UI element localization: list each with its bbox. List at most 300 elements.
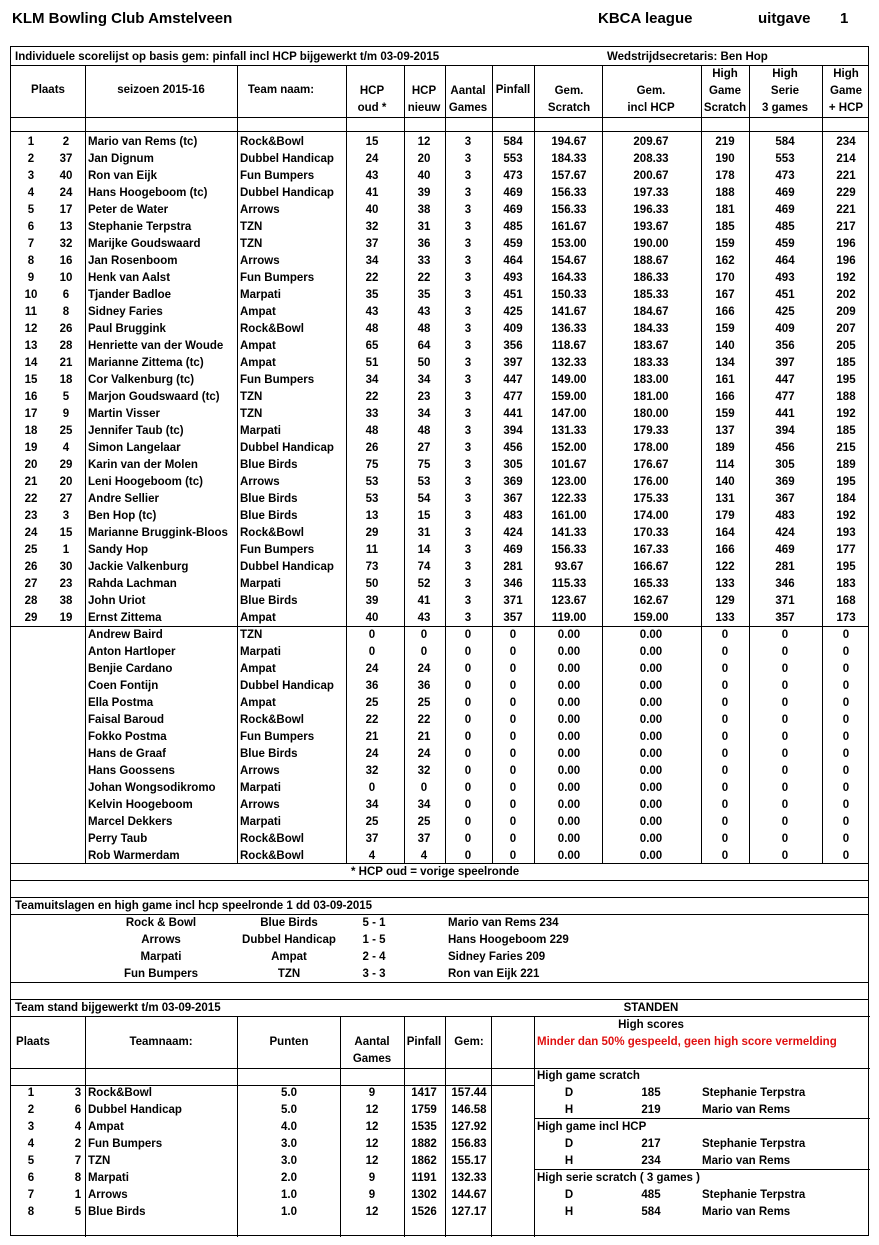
games: 12 (365, 1104, 379, 1116)
column-header: incl HCP (627, 102, 675, 114)
stat-value: 456 (775, 442, 795, 454)
stat-value: 189 (836, 459, 856, 471)
points: 1.0 (281, 1189, 297, 1201)
stat-value: 424 (775, 527, 795, 539)
stat-value: 0 (721, 714, 729, 726)
stat-value: 179 (715, 510, 735, 522)
stat-value: 36 (417, 238, 431, 250)
stat-value: 184.67 (633, 306, 669, 318)
stat-value: 0 (721, 816, 729, 828)
stat-value: 469 (775, 544, 795, 556)
rank: 22 (24, 493, 38, 505)
stat-value: 367 (775, 493, 795, 505)
team-name: Rock&Bowl (240, 323, 304, 335)
team-name: TZN (88, 1155, 111, 1167)
rank: 1 (27, 136, 35, 148)
column-header: High (833, 68, 859, 80)
column-header: oud * (357, 102, 387, 114)
team-name: Marpati (240, 425, 281, 437)
stat-value: 123.00 (551, 476, 587, 488)
previous-rank: 23 (59, 578, 73, 590)
pinfall: 1882 (411, 1138, 437, 1150)
rank: 3 (27, 1121, 35, 1133)
stat-value: 0.00 (639, 782, 663, 794)
high-score-value: 485 (641, 1189, 661, 1201)
stat-value: 25 (365, 697, 379, 709)
stat-value: 3 (464, 221, 472, 233)
points: 4.0 (281, 1121, 297, 1133)
stat-value: 40 (417, 170, 431, 182)
stat-value: 166 (715, 306, 735, 318)
stat-value: 3 (464, 544, 472, 556)
player-name: Sidney Faries (88, 306, 163, 318)
stat-value: 369 (775, 476, 795, 488)
player-name: Faisal Baroud (88, 714, 165, 726)
stat-value: 24 (417, 748, 431, 760)
stat-value: 147.00 (551, 408, 587, 420)
stat-value: 196.33 (633, 204, 669, 216)
stat-value: 41 (365, 187, 379, 199)
stat-value: 0.00 (639, 663, 663, 675)
stat-value: 192 (836, 272, 856, 284)
stat-value: 0 (368, 629, 376, 641)
player-name: John Uriot (88, 595, 146, 607)
stat-value: 25 (365, 816, 379, 828)
stat-value: 184.33 (633, 323, 669, 335)
footnote: * HCP oud = vorige speelronde (351, 866, 520, 878)
rank: 5 (27, 1155, 35, 1167)
stat-value: 483 (503, 510, 523, 522)
division-letter: H (564, 1155, 574, 1167)
team-name: Dubbel Handicap (240, 187, 334, 199)
stat-value: 37 (365, 238, 379, 250)
stat-value: 0 (781, 816, 789, 828)
stat-value: 0 (368, 646, 376, 658)
team-name: Rock&Bowl (240, 714, 304, 726)
previous-rank: 4 (62, 442, 70, 454)
stat-value: 196 (836, 255, 856, 267)
stat-value: 54 (417, 493, 431, 505)
stat-value: 150.33 (551, 289, 587, 301)
stat-value: 0 (781, 663, 789, 675)
stat-value: 141.67 (551, 306, 587, 318)
column-header: HCP (411, 85, 437, 97)
column-header: High (712, 68, 738, 80)
stat-value: 0 (509, 748, 517, 760)
stat-value: 0 (721, 663, 729, 675)
stat-value: 0 (464, 799, 472, 811)
stat-value: 37 (417, 833, 431, 845)
stat-value: 0 (509, 850, 517, 862)
stat-value: 0 (721, 782, 729, 794)
points: 1.0 (281, 1206, 297, 1218)
player-name: Tjander Badloe (88, 289, 172, 301)
points: 5.0 (281, 1104, 297, 1116)
stat-value: 186.33 (633, 272, 669, 284)
stat-value: 584 (503, 136, 523, 148)
stat-value: 394 (775, 425, 795, 437)
previous-rank: 8 (62, 306, 70, 318)
stat-value: 3 (464, 510, 472, 522)
stat-value: 305 (503, 459, 523, 471)
team-name: Ampat (88, 1121, 124, 1133)
stat-value: 0.00 (639, 714, 663, 726)
stat-value: 0.00 (557, 748, 581, 760)
stat-value: 3 (464, 442, 472, 454)
player-name: Kelvin Hoogeboom (88, 799, 193, 811)
team-name: Ampat (240, 697, 276, 709)
average: 127.92 (451, 1121, 487, 1133)
stat-value: 173 (836, 612, 856, 624)
stat-value: 193 (836, 527, 856, 539)
player-name: Martin Visser (88, 408, 161, 420)
stat-value: 397 (503, 357, 523, 369)
rule-line (11, 626, 868, 627)
home-team: Marpati (140, 951, 182, 963)
high-game: Mario van Rems 234 (448, 917, 559, 929)
stat-value: 0.00 (639, 680, 663, 692)
stat-value: 166 (715, 391, 735, 403)
stat-value: 3 (464, 527, 472, 539)
player-name: Rahda Lachman (88, 578, 177, 590)
stat-value: 183.33 (633, 357, 669, 369)
rank: 20 (24, 459, 38, 471)
stat-value: 41 (417, 595, 431, 607)
rule-line (534, 1118, 870, 1119)
previous-rank: 13 (59, 221, 73, 233)
stat-value: 0 (509, 816, 517, 828)
player-name: Jackie Valkenburg (88, 561, 189, 573)
stat-value: 0.00 (557, 646, 581, 658)
match-score: 2 - 4 (362, 951, 386, 963)
stat-value: 0 (842, 680, 850, 692)
rank: 6 (27, 221, 35, 233)
stat-value: 214 (836, 153, 856, 165)
stat-value: 161.00 (551, 510, 587, 522)
stat-value: 0 (509, 714, 517, 726)
stat-value: 0 (781, 782, 789, 794)
stat-value: 207 (836, 323, 856, 335)
stat-value: 397 (775, 357, 795, 369)
rank: 4 (27, 1138, 35, 1150)
stat-value: 178 (715, 170, 735, 182)
stat-value: 0 (464, 765, 472, 777)
column-header: Punten (269, 1036, 309, 1048)
stat-value: 0 (781, 680, 789, 692)
team-name: Arrows (240, 255, 280, 267)
stat-value: 0 (721, 731, 729, 743)
stat-value: 32 (417, 765, 431, 777)
stat-value: 4 (420, 850, 428, 862)
stat-value: 0.00 (557, 731, 581, 743)
rank: 24 (24, 527, 38, 539)
match-score: 1 - 5 (362, 934, 386, 946)
stat-value: 0 (509, 629, 517, 641)
games: 12 (365, 1206, 379, 1218)
home-team: Fun Bumpers (123, 968, 199, 980)
stat-value: 176.00 (633, 476, 669, 488)
stat-value: 473 (775, 170, 795, 182)
stat-value: 174.00 (633, 510, 669, 522)
stat-value: 0.00 (557, 816, 581, 828)
stat-value: 469 (775, 204, 795, 216)
previous-rank: 27 (59, 493, 73, 505)
stat-value: 205 (836, 340, 856, 352)
stat-value: 371 (775, 595, 795, 607)
stat-value: 0 (721, 833, 729, 845)
stat-value: 0 (721, 646, 729, 658)
stat-value: 0 (464, 697, 472, 709)
previous-rank: 10 (59, 272, 73, 284)
stat-value: 15 (417, 510, 431, 522)
rank: 2 (27, 1104, 35, 1116)
stat-value: 0 (842, 816, 850, 828)
stat-value: 0 (781, 629, 789, 641)
column-header: Gem. (554, 85, 584, 97)
previous-rank: 6 (74, 1104, 82, 1116)
previous-rank: 9 (62, 408, 70, 420)
stat-value: 22 (365, 391, 379, 403)
points: 3.0 (281, 1155, 297, 1167)
column-header: seizoen 2015-16 (117, 84, 205, 96)
stat-value: 101.67 (551, 459, 587, 471)
away-team: Blue Birds (260, 917, 318, 929)
average: 127.17 (451, 1206, 487, 1218)
stat-value: 195 (836, 374, 856, 386)
high-score-value: 185 (641, 1087, 661, 1099)
previous-rank: 6 (62, 289, 70, 301)
team-name: Blue Birds (88, 1206, 146, 1218)
stat-value: 469 (503, 544, 523, 556)
stat-value: 177 (836, 544, 856, 556)
stat-value: 43 (365, 306, 379, 318)
stat-value: 48 (365, 323, 379, 335)
match-score: 3 - 3 (362, 968, 386, 980)
team-name: Fun Bumpers (240, 731, 315, 743)
player-name: Jennifer Taub (tc) (88, 425, 184, 437)
high-score-player: Mario van Rems (702, 1155, 791, 1167)
column-header: Game (709, 85, 741, 97)
stat-value: 0 (464, 663, 472, 675)
rank: 10 (24, 289, 38, 301)
stat-value: 0.00 (557, 833, 581, 845)
stat-value: 0 (464, 748, 472, 760)
stat-value: 0.00 (639, 799, 663, 811)
stat-value: 3 (464, 391, 472, 403)
stat-value: 188.67 (633, 255, 669, 267)
player-name: Paul Bruggink (88, 323, 166, 335)
team-name: Marpati (240, 289, 281, 301)
division-letter: D (564, 1087, 574, 1099)
stat-value: 219 (715, 136, 735, 148)
rule-line (11, 131, 868, 132)
column-header: Game (830, 85, 862, 97)
player-name: Stephanie Terpstra (88, 221, 192, 233)
stat-value: 0 (464, 680, 472, 692)
stat-value: 185 (715, 221, 735, 233)
stat-value: 195 (836, 561, 856, 573)
rank: 27 (24, 578, 38, 590)
stat-value: 447 (503, 374, 523, 386)
warning-text: Minder dan 50% gespeeld, geen high score vermelding (537, 1036, 837, 1048)
high-score-value: 584 (641, 1206, 661, 1218)
stat-value: 0 (509, 833, 517, 845)
stat-value: 0.00 (639, 748, 663, 760)
stat-value: 451 (775, 289, 795, 301)
rule-line (11, 117, 868, 118)
stat-value: 553 (503, 153, 523, 165)
stat-value: 553 (775, 153, 795, 165)
previous-rank: 18 (59, 374, 73, 386)
stat-value: 425 (503, 306, 523, 318)
stat-value: 209 (836, 306, 856, 318)
stat-value: 161.67 (551, 221, 587, 233)
high-score-player: Stephanie Terpstra (702, 1189, 806, 1201)
stat-value: 93.67 (554, 561, 584, 573)
stat-value: 451 (503, 289, 523, 301)
stat-value: 183 (836, 578, 856, 590)
previous-rank: 15 (59, 527, 73, 539)
stat-value: 0.00 (557, 697, 581, 709)
player-name: Fokko Postma (88, 731, 167, 743)
high-game: Hans Hoogeboom 229 (448, 934, 569, 946)
stat-value: 0 (509, 680, 517, 692)
stat-value: 0 (781, 765, 789, 777)
stat-value: 39 (365, 595, 379, 607)
stat-value: 3 (464, 374, 472, 386)
stat-value: 165.33 (633, 578, 669, 590)
pinfall: 1862 (411, 1155, 437, 1167)
stat-value: 197.33 (633, 187, 669, 199)
stat-value: 0 (420, 629, 428, 641)
stat-value: 159 (715, 323, 735, 335)
stat-value: 0 (509, 782, 517, 794)
stat-value: 65 (365, 340, 379, 352)
stat-value: 229 (836, 187, 856, 199)
stat-value: 38 (417, 204, 431, 216)
column-header: Teamnaam: (129, 1036, 193, 1048)
rank: 26 (24, 561, 38, 573)
team-standings-title: Team stand bijgewerkt t/m 03-09-2015 (15, 1002, 221, 1014)
player-name: Hans Hoogeboom (tc) (88, 187, 208, 199)
team-name: TZN (240, 238, 263, 250)
stat-value: 26 (365, 442, 379, 454)
high-scores-subtitle: High scores (618, 1019, 684, 1031)
stat-value: 35 (417, 289, 431, 301)
stat-value: 34 (417, 374, 431, 386)
stat-value: 168 (836, 595, 856, 607)
stat-value: 194.67 (551, 136, 587, 148)
stat-value: 0 (509, 697, 517, 709)
column-header: nieuw (407, 102, 441, 114)
stat-value: 175.33 (633, 493, 669, 505)
stat-value: 164 (715, 527, 735, 539)
previous-rank: 3 (74, 1087, 82, 1099)
stat-value: 3 (464, 187, 472, 199)
rank: 13 (24, 340, 38, 352)
previous-rank: 40 (59, 170, 73, 182)
stat-value: 0 (781, 646, 789, 658)
rank: 6 (27, 1172, 35, 1184)
player-name: Anton Hartloper (88, 646, 176, 658)
rank: 25 (24, 544, 38, 556)
division-letter: D (564, 1189, 574, 1201)
team-results-title: Teamuitslagen en high game incl hcp speelronde 1 dd 03-09-2015 (15, 900, 373, 912)
stat-value: 215 (836, 442, 856, 454)
previous-rank: 29 (59, 459, 73, 471)
player-name: Andrew Baird (88, 629, 163, 641)
stat-value: 0 (842, 646, 850, 658)
stat-value: 43 (417, 612, 431, 624)
stat-value: 281 (775, 561, 795, 573)
stat-value: 75 (417, 459, 431, 471)
stat-value: 22 (365, 714, 379, 726)
pinfall: 1526 (411, 1206, 437, 1218)
team-name: Marpati (240, 578, 281, 590)
stat-value: 36 (365, 680, 379, 692)
team-name: Ampat (240, 306, 276, 318)
player-name: Ron van Eijk (88, 170, 158, 182)
high-score-value: 234 (641, 1155, 661, 1167)
stat-value: 409 (775, 323, 795, 335)
column-header: Pinfall (495, 84, 531, 96)
stat-value: 122 (715, 561, 735, 573)
secretary: Wedstrijdsecretaris: Ben Hop (607, 51, 768, 63)
stat-value: 0 (721, 850, 729, 862)
stat-value: 0 (842, 663, 850, 675)
stat-value: 493 (503, 272, 523, 284)
rank: 9 (27, 272, 35, 284)
stat-value: 43 (365, 170, 379, 182)
rank: 18 (24, 425, 38, 437)
player-name: Hans de Graaf (88, 748, 166, 760)
stat-value: 0 (509, 663, 517, 675)
stat-value: 0.00 (557, 680, 581, 692)
team-name: Rock&Bowl (240, 850, 304, 862)
high-score-group-title: High game incl HCP (537, 1121, 647, 1133)
stat-value: 584 (775, 136, 795, 148)
rank: 17 (24, 408, 38, 420)
stat-value: 178.00 (633, 442, 669, 454)
edition-number: 1 (840, 10, 849, 27)
stat-value: 131 (715, 493, 735, 505)
player-name: Ben Hop (tc) (88, 510, 157, 522)
player-name: Ella Postma (88, 697, 154, 709)
column-header: Gem: (454, 1036, 484, 1048)
player-name: Marianne Zittema (tc) (88, 357, 204, 369)
previous-rank: 3 (62, 510, 70, 522)
stat-value: 48 (417, 323, 431, 335)
stat-value: 367 (503, 493, 523, 505)
stat-value: 209.67 (633, 136, 669, 148)
column-header: Scratch (703, 102, 747, 114)
pinfall: 1191 (411, 1172, 437, 1184)
previous-rank: 2 (74, 1138, 82, 1150)
rank: 29 (24, 612, 38, 624)
stat-value: 140 (715, 340, 735, 352)
stat-value: 424 (503, 527, 523, 539)
stat-value: 0.00 (557, 663, 581, 675)
average: 132.33 (451, 1172, 487, 1184)
stat-value: 0 (721, 765, 729, 777)
stat-value: 356 (775, 340, 795, 352)
stat-value: 0.00 (639, 646, 663, 658)
previous-rank: 8 (74, 1172, 82, 1184)
stat-value: 459 (775, 238, 795, 250)
team-name: Marpati (240, 782, 281, 794)
stat-value: 0.00 (557, 799, 581, 811)
team-name: Dubbel Handicap (240, 153, 334, 165)
